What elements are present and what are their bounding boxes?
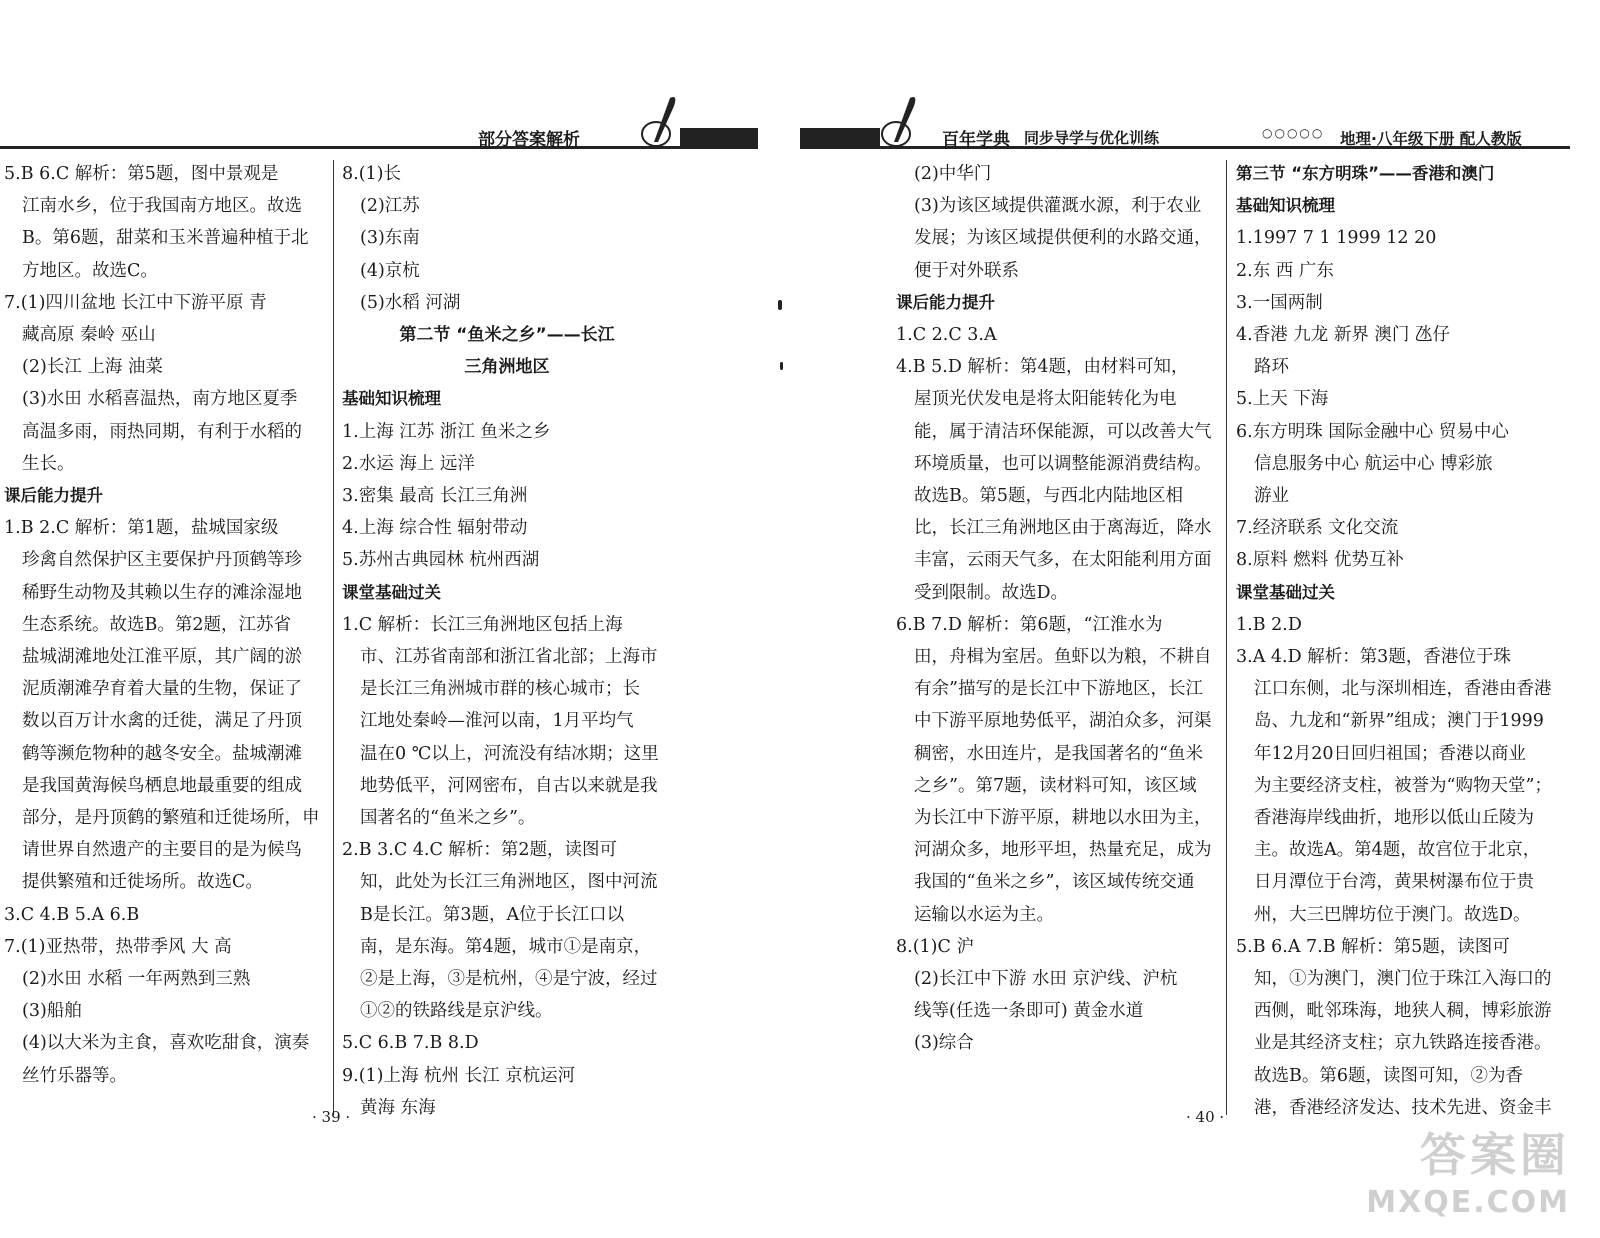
text-line: 4.B 5.D 解析：第4题，由材料可知， (896, 357, 1189, 378)
text-line: 3.密集 最高 长江三角洲 (342, 486, 528, 507)
text-line: 5.B 6.A 7.B 解析：第5题，读图可 (1236, 936, 1510, 957)
text-line: 是长江三角洲城市群的核心城市；长 (360, 679, 640, 700)
text-line: 7.经济联系 文化交流 (1236, 518, 1399, 539)
text-line: (2)长江中下游 水田 京沪线、沪杭 (914, 969, 1178, 990)
text-line: 1.上海 江苏 浙江 鱼米之乡 (342, 421, 551, 442)
text-line: 国著名的“鱼米之乡”。 (360, 808, 536, 829)
watermark-logo-text: 答案圈 (1420, 1128, 1570, 1182)
watermark (1366, 1119, 1570, 1220)
text-line: 方地区。故选C。 (22, 260, 158, 281)
text-line: 高温多雨，雨热同期，有利于水稻的 (22, 421, 302, 442)
text-line: 请世界自然遗产的主要目的是为候鸟 (22, 840, 302, 861)
text-line: 2.B 3.C 4.C 解析：第2题，读图可 (342, 840, 618, 861)
text-line: (3)为该区域提供灌溉水源，利于农业 (914, 196, 1202, 217)
text-line: 1.C 2.C 3.A (896, 325, 997, 346)
text-line: 岛、九龙和“新界”组成；澳门于1999 (1254, 711, 1544, 732)
text-line: 8.原料 燃料 优势互补 (1236, 550, 1404, 571)
text-line: 2.东 西 广东 (1236, 260, 1334, 281)
text-line: (2)水田 水稻 一年两熟到三熟 (22, 969, 251, 990)
text-line: 5.C 6.B 7.B 8.D (342, 1033, 479, 1054)
text-line: 6.B 7.D 解析：第6题，“江淮水为 (896, 614, 1163, 635)
text-line: 运输以水运为主。 (914, 904, 1054, 925)
text-line: (2)中华门 (914, 164, 992, 184)
text-line: 之乡”。第7题，读材料可知，该区域 (914, 775, 1197, 796)
text-line: 3.A 4.D 解析：第3题，香港位于珠 (1236, 647, 1511, 668)
section-heading: 课堂基础过关 (342, 582, 441, 602)
text-line: 8.(1)长 (342, 164, 401, 184)
text-line: 生长。 (22, 453, 75, 474)
text-line: 提供繁殖和迁徙场所。故选C。 (22, 872, 263, 893)
text-line: 年12月20日回归祖国；香港以商业 (1254, 743, 1527, 764)
text-line: 有余”描写的是长江中下游地区，长江 (914, 679, 1203, 700)
text-line: 故选B。第5题，与西北内陆地区相 (914, 486, 1183, 507)
text-line: 河湖众多，地形平坦，热量充足，成为 (914, 840, 1212, 861)
text-line: 田，舟楫为室居。鱼虾以为粮，不耕自 (914, 647, 1212, 668)
text-line: 游业 (1254, 486, 1289, 507)
section-heading: 第二节 “鱼米之乡”——长江 (399, 325, 615, 346)
answer-column-3 (896, 158, 1222, 1060)
text-line: 地势低平，河网密布，自古以来就是我 (360, 775, 658, 796)
left-header-title: 部分答案解析 (478, 130, 580, 150)
text-line: 9.(1)上海 杭州 长江 京杭运河 (342, 1065, 576, 1086)
text-line: 7.(1)四川盆地 长江中下游平原 青 (4, 292, 267, 313)
text-line: 4.香港 九龙 新界 澳门 氹仔 (1236, 325, 1450, 346)
left-header-block (680, 128, 758, 146)
answer-column-2 (342, 158, 672, 1124)
text-line: 5.B 6.C 解析：第5题，图中景观是 (4, 164, 279, 184)
text-line: 信息服务中心 航运中心 博彩旅 (1254, 453, 1493, 474)
text-line: 4.上海 综合性 辐射带动 (342, 518, 528, 539)
text-line: 2.水运 海上 远洋 (342, 453, 475, 474)
text-line: 江口东侧，北与深圳相连，香港由香港 (1254, 679, 1552, 700)
right-header-series: 同步导学与优化训练 (1024, 129, 1160, 147)
text-line: 我国的“鱼米之乡”，该区域传统交通 (914, 872, 1195, 893)
text-line: 7.(1)亚热带，热带季风 大 高 (4, 936, 232, 957)
answer-column-1 (4, 158, 329, 1092)
text-line: 能，属于清洁环保能源，可以改善大气 (914, 421, 1212, 442)
section-heading: 课堂基础过关 (1236, 582, 1335, 602)
text-line: 知，此处为长江三角洲地区，图中河流 (360, 872, 658, 893)
text-line: 稠密，水田连片，是我国著名的“鱼米 (914, 743, 1203, 764)
section-heading: 课后能力提升 (4, 486, 103, 506)
text-line: 中下游平原地势低平，湖泊众多，河渠 (914, 711, 1212, 732)
text-line: 故选B。第6题，读图可知，②为香 (1254, 1065, 1523, 1086)
right-header-dots: ○○○○○ (1262, 126, 1325, 140)
text-line: 8.(1)C 沪 (896, 936, 974, 957)
text-line: 鹤等濒危物种的越冬安全。盐城潮滩 (22, 743, 302, 764)
text-line: 1.C 解析：长江三角洲地区包括上海 (342, 614, 623, 635)
text-line: (4)京杭 (360, 260, 420, 281)
text-line: 泥质潮滩孕育着大量的生物，保证了 (22, 679, 302, 700)
text-line: 环境质量，也可以调整能源消费结构。 (914, 453, 1212, 474)
text-line: B是长江。第3题，A位于长江口以 (360, 904, 625, 925)
section-heading: 三角洲地区 (464, 357, 550, 378)
text-line: ①②的铁路线是京沪线。 (360, 1001, 553, 1022)
text-line: 生态系统。故选B。第2题，江苏省 (22, 614, 291, 635)
text-line: 知，①为澳门，澳门位于珠江入海口的 (1254, 969, 1552, 990)
section-heading: 基础知识梳理 (342, 389, 441, 409)
page-number-right: · 40 · (1186, 1108, 1225, 1126)
text-line: 丰富，云雨天气多，在太阳能利用方面 (914, 550, 1212, 571)
text-line: 丝竹乐器等。 (22, 1065, 127, 1086)
text-line: 发展；为该区域提供便利的水路交通， (914, 228, 1212, 249)
text-line: 路环 (1254, 357, 1289, 378)
answer-column-4 (1236, 158, 1576, 1124)
text-line: 藏高原 秦岭 巫山 (22, 325, 156, 346)
text-line: 数以百万计水禽的迁徙，满足了丹顶 (22, 711, 302, 732)
text-line: 港，香港经济发达、技术先进、资金丰 (1254, 1097, 1552, 1118)
text-line: 部分，是丹顶鹤的繁殖和迁徙场所，申 (22, 808, 320, 829)
text-line: 屋顶光伏发电是将太阳能转化为电 (914, 389, 1177, 410)
text-line: 南，是东海。第4题，城市①是南京， (360, 936, 652, 957)
text-line: 江南水乡，位于我国南方地区。故选 (22, 196, 302, 217)
text-line: 珍禽自然保护区主要保护丹顶鹤等珍 (22, 550, 302, 571)
text-line: 比，长江三角洲地区由于离海近，降水 (914, 518, 1212, 539)
text-line: 温在0 ℃以上，河流没有结冰期；这里 (360, 743, 659, 764)
text-line: 6.东方明珠 国际金融中心 贸易中心 (1236, 421, 1509, 442)
text-line: 是我国黄海候鸟栖息地最重要的组成 (22, 775, 302, 796)
page-fold-mark (780, 362, 783, 370)
column-divider (1226, 160, 1227, 1115)
text-line: 日月潭位于台湾，黄果树瀑布位于贵 (1254, 872, 1534, 893)
text-line: 为主要经济支柱，被誉为“购物天堂”； (1254, 775, 1552, 796)
right-header-block (800, 128, 880, 146)
text-line: (2)江苏 (360, 196, 420, 217)
text-line: 受到限制。故选D。 (914, 582, 1069, 603)
right-header-brand: 百年学典 (942, 130, 1010, 150)
text-line: 市、江苏省南部和浙江省北部；上海市 (360, 647, 658, 668)
text-line: 线等(任选一条即可) 黄金水道 (914, 1001, 1144, 1022)
text-line: (4)以大米为主食，喜欢吃甜食，演奏 (22, 1033, 310, 1054)
text-line: 3.一国两制 (1236, 292, 1323, 313)
text-line: 江地处秦岭—淮河以南，1月平均气 (360, 711, 634, 732)
text-line: (2)长江 上海 油菜 (22, 357, 163, 378)
text-line: (3)船舶 (22, 1001, 82, 1022)
text-line: 稀野生动物及其赖以生存的滩涂湿地 (22, 582, 302, 603)
quill-icon (880, 92, 924, 152)
text-line: 5.上天 下海 (1236, 389, 1329, 410)
section-heading: 基础知识梳理 (1236, 196, 1335, 216)
text-line: (3)水田 水稻喜温热，南方地区夏季 (22, 389, 298, 410)
page-fold-mark (778, 300, 782, 310)
column-divider (333, 160, 334, 1115)
section-heading: 第三节 “东方明珠”——香港和澳门 (1236, 164, 1495, 183)
text-line: 1.1997 7 1 1999 12 20 (1236, 228, 1437, 249)
text-line: 州，大三巴牌坊位于澳门。故选D。 (1254, 904, 1531, 925)
text-line: B。第6题，甜菜和玉米普遍种植于北 (22, 228, 309, 249)
right-header-subject: 地理·八年级下册 配人教版 (1340, 130, 1522, 148)
text-line: 3.C 4.B 5.A 6.B (4, 904, 140, 925)
page-number-left: · 39 · (312, 1108, 351, 1126)
text-line: 为长江中下游平原，耕地以水田为主， (914, 808, 1212, 829)
text-line: 1.B 2.D (1236, 614, 1302, 635)
watermark-url: MXQE.COM (1366, 1185, 1570, 1220)
text-line: 主。故选A。第4题，故宫位于北京， (1254, 840, 1541, 861)
text-line: 业是其经济支柱；京九铁路连接香港。 (1254, 1033, 1552, 1054)
text-line: 西侧，毗邻珠海，地狭人稠，博彩旅游 (1254, 1001, 1552, 1022)
text-line: 香港海岸线曲折，地形以低山丘陵为 (1254, 808, 1534, 829)
text-line: (5)水稻 河湖 (360, 292, 461, 313)
text-line: (3)综合 (914, 1033, 974, 1054)
text-line: 便于对外联系 (914, 260, 1019, 281)
text-line: ②是上海，③是杭州，④是宁波，经过 (360, 969, 658, 990)
section-heading: 课后能力提升 (896, 292, 995, 312)
text-line: 黄海 东海 (360, 1097, 436, 1118)
text-line: 5.苏州古典园林 杭州西湖 (342, 550, 540, 571)
text-line: (3)东南 (360, 228, 420, 249)
text-line: 盐城湖滩地处江淮平原，其广阔的淤 (22, 647, 302, 668)
text-line: 1.B 2.C 解析：第1题，盐城国家级 (4, 518, 279, 539)
quill-icon (640, 92, 684, 152)
